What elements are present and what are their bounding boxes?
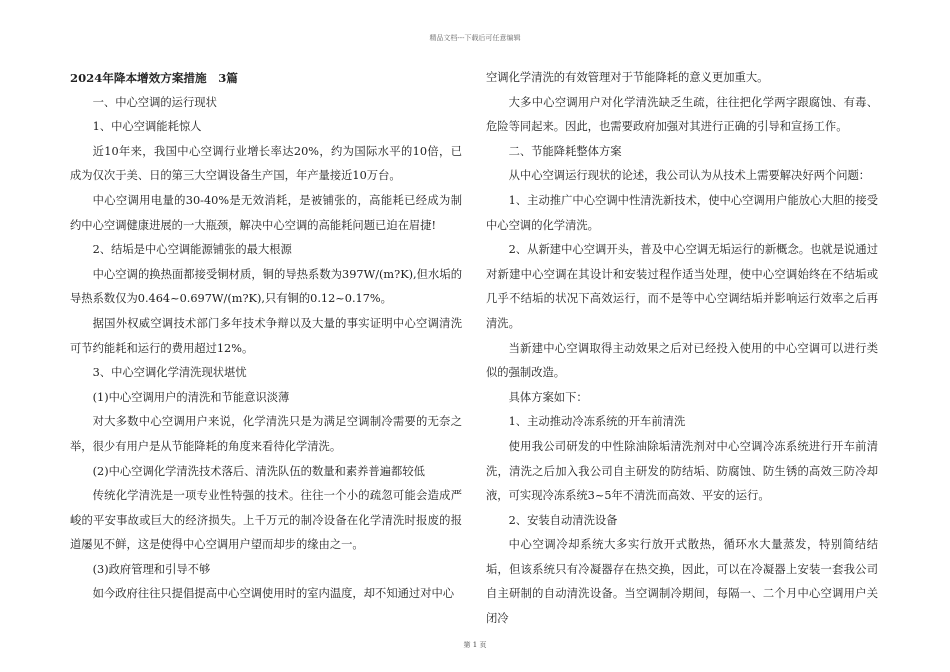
paragraph: 中心空调的换热面都接受铜材质，铜的导热系数为397W/(m?K),但水垢的导热系数仅为0.464~0.697W/(m?K),只有铜的0.12~0.17%。 [70,267,462,306]
subsection-heading: 3、中心空调化学清洗现状堪忧 [92,366,247,380]
subsection-heading: 1、中心空调能耗惊人 [92,120,202,134]
subsection-heading: 2、结垢是中心空调能源铺张的最大根源 [92,243,292,257]
page-number: 第 1 页 [463,641,487,649]
paragraph: 如今政府往往只提倡提高中心空调使用时的室内温度，却不知通过对中心 [92,587,455,601]
document-title: 2024年降本增效方案措施 3篇 [70,71,238,85]
paragraph: 当新建中心空调取得主动效果之后对已经投入使用的中心空调可以进行类似的强制改造。 [486,341,878,380]
paragraph: 传统化学清洗是一项专业性特强的技术。往往一个小的疏忽可能会造成严峻的平安事故或巨大的经济损失。上千万元的制冷设备在化学清洗时报废的报道屡见不鲜，这是使得中心空调用户望而却步的缘由之一。 [70,489,462,552]
subsection-heading: 2、安装自动清洗设备 [508,513,618,527]
page-header: 精品文档---下载后可任意编辑 [429,34,521,42]
subsection-heading: 1、主动推动冷冻系统的开车前清洗 [508,415,686,429]
item-heading: (1)中心空调用户的清洗和节能意识淡薄 [92,390,290,404]
paragraph-continuation: 空调化学清洗的有效管理对于节能降耗的意义更加重大。 [486,71,769,84]
paragraph: 具体方案如下： [508,390,588,404]
right-column [486,66,878,632]
paragraph: 从中心空调运行现状的论述，我公司认为从技术上需要解决好两个问题： [508,169,871,183]
item-heading: (3)政府管理和引导不够 [92,562,211,576]
paragraph: 对大多数中心空调用户来说，化学清洗只是为满足空调制冷需要的无奈之举，很少有用户是从节能降耗的角度来看待化学清洗。 [70,415,462,453]
paragraph: 1、主动推广中心空调中性清洗新技术，使中心空调用户能放心大胆的接受中心空调的化学清洗。 [486,193,878,232]
paragraph: 大多中心空调用户对化学清洗缺乏生疏，往往把化学两字跟腐蚀、有毒、危险等同起来。因此，也需要政府加强对其进行正确的引导和宣扬工作。 [486,95,878,134]
paragraph: 使用我公司研发的中性除油除垢清洗剂对中心空调冷冻系统进行开车前清洗，清洗之后加入我公司自主研发的防结垢、防腐蚀、防生锈的高效三防冷却液，可实现冷冻系统3~5年不清洗而高效、平安的运行。 [486,439,878,503]
section-heading: 二、节能降耗整体方案 [508,144,622,158]
item-heading: (2)中心空调化学清洗技术落后、清洗队伍的数量和素养普遍都较低 [92,464,425,478]
left-column [70,66,462,607]
section-heading: 一、中心空调的运行现状 [92,95,217,109]
paragraph: 近10年来，我国中心空调行业增长率达20%，约为国际水平的10倍，已成为仅次于美、日的第三大空调设备生产国，年产量接近10万台。 [70,144,462,183]
paragraph: 中心空调用电量的30-40%是无效消耗，是被铺张的，高能耗已经成为制约中心空调健康进展的一大瓶颈，解决中心空调的高能耗问题已迫在眉捷! [70,193,462,232]
paragraph: 2、从新建中心空调开头，普及中心空调无垢运行的新概念。也就是说通过对新建中心空调在其设计和安装过程作适当处理，使中心空调始终在不结垢或几乎不结垢的状况下高效运行，而不是等中心空调结垢并影响运行效率之后再清洗。 [486,243,878,330]
paragraph: 据国外权威空调技术部门多年技术争辩以及大量的事实证明中心空调清洗可节约能耗和运行的费用超过12%。 [70,316,462,355]
paragraph: 中心空调冷却系统大多实行放开式散热，循环水大量蒸发，特别简结结垢，但该系统只有冷凝器存在热交换，因此，可以在冷凝器上安装一套我公司自主研制的自动清洗设备。当空调制冷期间，每隔一、二个月中心空调用户关闭冷 [486,538,878,626]
